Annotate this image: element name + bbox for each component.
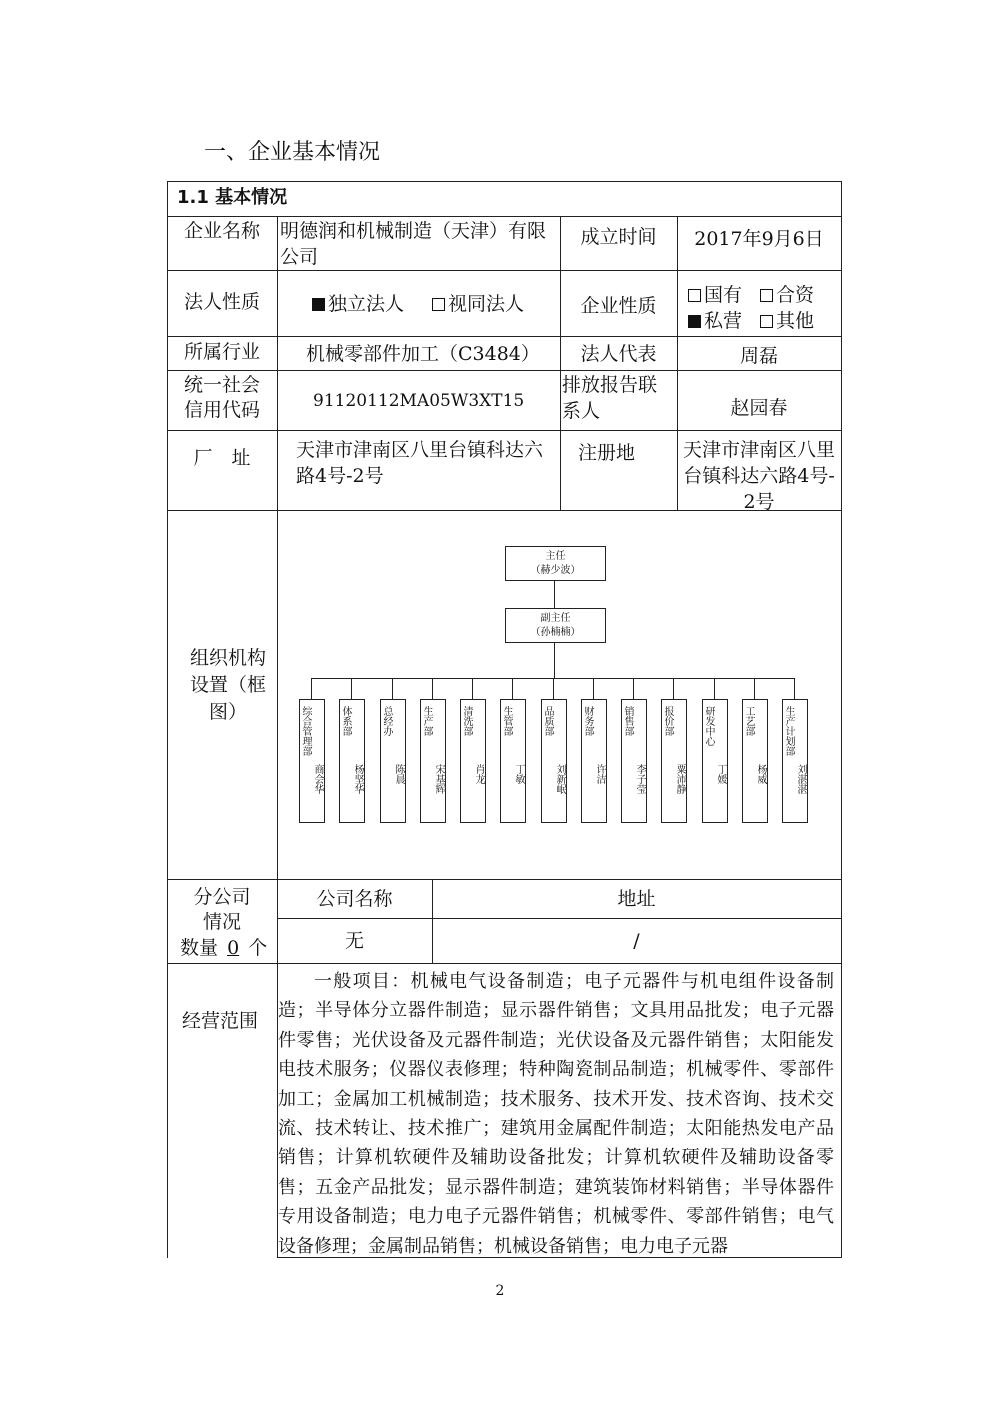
- org-connector: [633, 678, 634, 699]
- branch-name-value: 无: [344, 930, 364, 952]
- org-connector: [673, 678, 674, 699]
- department-name: 品质部: [542, 706, 553, 736]
- org-connector: [554, 580, 555, 608]
- checkbox-empty-icon: [688, 289, 701, 302]
- org-department-box: [380, 699, 406, 823]
- legal-rep-label: 法人代表: [580, 343, 657, 365]
- department-head: 肖龙: [473, 764, 484, 784]
- department-name: 销售部: [622, 706, 633, 736]
- industry-label: 所属行业: [183, 341, 260, 363]
- checkbox-checked-icon: [312, 298, 325, 311]
- company-name-label: 企业名称: [183, 220, 260, 242]
- department-head: 杨坚华: [352, 764, 363, 794]
- org-department-box: [782, 699, 808, 823]
- department-head: 陈晨: [393, 764, 404, 784]
- org-connector: [714, 678, 715, 699]
- branch-label: 分公司情况: [193, 886, 251, 933]
- legal-nature-option-independent: 独立法人: [312, 291, 404, 317]
- enterprise-nature-option-private: 私营: [688, 308, 742, 334]
- department-name: 综合管理部: [300, 706, 311, 756]
- checkbox-empty-icon: [760, 289, 773, 302]
- org-department-box: [621, 699, 647, 823]
- department-head: 丁敏: [513, 764, 524, 784]
- enterprise-nature-option-jv: 合资: [760, 282, 814, 308]
- department-name: 报价部: [662, 706, 673, 736]
- enterprise-nature-label: 企业性质: [580, 295, 657, 317]
- branch-address-header: 地址: [617, 888, 656, 910]
- org-department-box: [661, 699, 687, 823]
- department-head: 刘新岷: [554, 764, 565, 794]
- org-connector: [311, 678, 312, 699]
- company-name-value: 明德润和机械制造（天津）有限公司: [280, 220, 547, 268]
- legal-nature-label: 法人性质: [183, 291, 260, 313]
- checkbox-empty-icon: [432, 298, 445, 311]
- enterprise-nature-option-other: 其他: [760, 308, 814, 334]
- org-deputy-box: 副主任 （孙楠楠）: [505, 608, 606, 643]
- org-department-box: [702, 699, 728, 823]
- department-head: 粟沛静: [674, 764, 685, 794]
- department-name: 总经办: [381, 706, 392, 736]
- org-department-box: [420, 699, 446, 823]
- org-department-box: [581, 699, 607, 823]
- credit-code-label: 统一社会信用代码: [184, 374, 261, 421]
- department-name: 财务部: [582, 706, 593, 736]
- org-connector: [794, 678, 795, 699]
- department-head: 商会华: [312, 764, 323, 794]
- org-connector: [392, 678, 393, 699]
- credit-code-value: 91120112MA05W3XT15: [313, 391, 525, 411]
- department-name: 研发中心: [703, 706, 714, 746]
- industry-value: 机械零部件加工（C3484）: [306, 343, 540, 365]
- factory-address-label: 厂 址: [193, 447, 251, 469]
- department-head: 宋基辉: [433, 764, 444, 794]
- department-name: 生管部: [501, 706, 512, 736]
- org-department-box: [460, 699, 486, 823]
- department-head: 刘湛湛: [795, 764, 806, 794]
- org-connector: [553, 678, 554, 699]
- registered-value: 天津市津南区八里台镇科达六路4号-2号: [682, 439, 835, 513]
- registered-label: 注册地: [578, 442, 636, 464]
- branch-count: 数量 0 个: [180, 937, 268, 959]
- org-department-box: [541, 699, 567, 823]
- department-head: 杨威: [755, 764, 766, 784]
- org-department-box: [299, 699, 325, 823]
- legal-nature-option-deemed: 视同法人: [432, 291, 524, 317]
- org-connector: [554, 642, 555, 678]
- established-label: 成立时间: [580, 226, 657, 248]
- scope-label: 经营范围: [182, 1010, 259, 1032]
- org-connector: [351, 678, 352, 699]
- checkbox-checked-icon: [688, 315, 701, 328]
- page-number: 2: [495, 1283, 505, 1299]
- department-head: 丁媛: [715, 764, 726, 784]
- legal-rep-value: 周磊: [739, 345, 778, 367]
- org-connector: [472, 678, 473, 699]
- org-connector: [754, 678, 755, 699]
- enterprise-nature-option-state: 国有: [688, 282, 742, 308]
- org-top-box: 主任 （赫少波）: [505, 546, 606, 581]
- contact-value: 赵园春: [730, 397, 788, 419]
- contact-label: 排放报告联系人: [562, 374, 658, 422]
- org-department-box: [339, 699, 365, 823]
- factory-address-value: 天津市津南区八里台镇科达六路4号-2号: [296, 439, 544, 487]
- org-connector: [593, 678, 594, 699]
- subsection-title: 1.1 基本情况: [177, 187, 288, 208]
- department-name: 工艺部: [743, 706, 754, 736]
- org-label: 组织机构设置（框图）: [189, 647, 266, 723]
- branch-address-value: /: [633, 930, 640, 952]
- branch-name-header: 公司名称: [316, 888, 393, 910]
- department-name: 生产部: [421, 706, 432, 736]
- department-head: 李子莹: [634, 764, 645, 794]
- org-connector: [432, 678, 433, 699]
- org-department-box: [742, 699, 768, 823]
- department-name: 生产计划部: [783, 706, 794, 756]
- established-value: 2017年9月6日: [694, 228, 824, 250]
- section-title: 一、企业基本情况: [204, 140, 381, 165]
- org-department-box: [500, 699, 526, 823]
- scope-text: 一般项目：机械电气设备制造；电子元器件与机电组件设备制造；半导体分立器件制造；显示器件销售；文具用品批发；电子元器件零售；光伏设备及元器件制造；光伏设备及元器件销售；太阳能发电技术服务；仪器仪表修理；特种陶瓷制品制造；机械零件、零部件加工；金属加工机械制造；技术服务、技术开发、技术咨询、技术交流、技术转让、技术推广；建筑用金属配件制造；太阳能热发电产品销售；计算机软硬件及辅助设备批发；计算机软硬件及辅助设备零售；五金产品批发；显示器件制造；建筑装饰材料销售；半导体器件专用设备制造；电力电子元器件销售；机械零件、零部件销售；电气设备修理；金属制品销售；机械设备销售；电力电子元器: [278, 971, 834, 1257]
- org-connector: [512, 678, 513, 699]
- department-name: 体系部: [340, 706, 351, 736]
- department-name: 清洗部: [461, 706, 472, 736]
- checkbox-empty-icon: [760, 315, 773, 328]
- department-head: 许洁: [594, 764, 605, 784]
